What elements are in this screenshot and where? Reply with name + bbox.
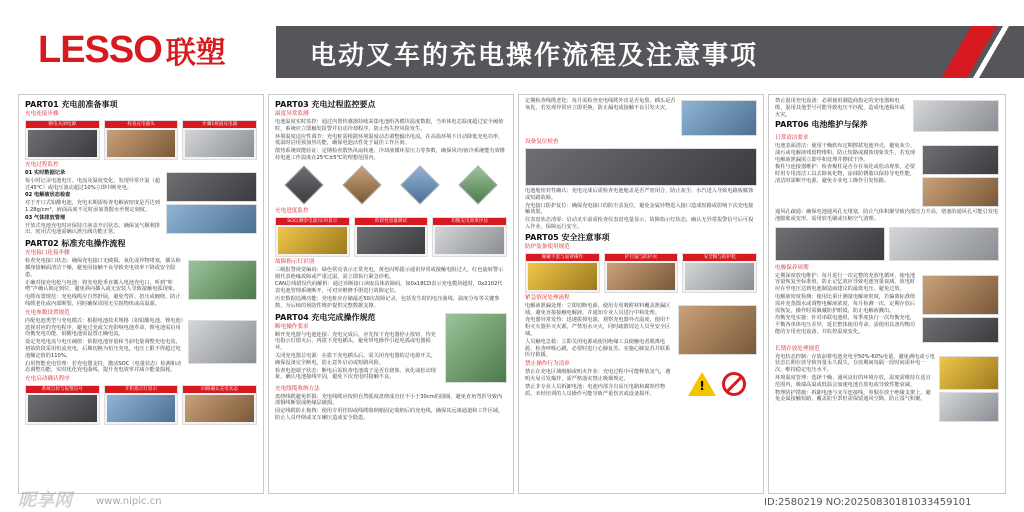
text-column bbox=[275, 311, 441, 385]
paragraph: 盘绕线缆避免折损：充电线缆应按照自然弧度盘绕成直径不小于30cm的圆圈，避免直角弯折导致内部铜线断裂或绝缘层破损。 bbox=[275, 393, 503, 407]
paragraph: 电池温度实时监控：通过内置传感器持续采集电池组各模块温度数据，当单体电芯温度超过安全阈值时，系统应立即触发报警并启动冷却程序，防止热失控风险发生。 bbox=[275, 119, 504, 132]
two-column bbox=[525, 303, 757, 360]
page-title: 电动叉车的充电操作流程及注意事项 bbox=[310, 41, 759, 71]
paragraph: 禁止在充电区域吸烟或明火作业：充电过程中可能释放氢气，遇明火易引发爆炸，需严格落实禁止吸烟规定。 bbox=[525, 369, 671, 382]
header bbox=[0, 0, 1024, 92]
paragraph: 检查电池端子状态：断电后需检查电池端子是否有烧蚀、氧化或松动现象，确认电池接线牢固，避免下次充电时接触不良。 bbox=[275, 367, 436, 381]
text-column bbox=[525, 303, 674, 360]
section-title: PART01 充电前准备事项 bbox=[25, 100, 118, 109]
photo bbox=[445, 313, 507, 383]
logo-latin: LESSO bbox=[38, 28, 162, 71]
photo-card bbox=[182, 385, 257, 425]
panel-part05 bbox=[518, 94, 764, 494]
two-column bbox=[775, 354, 999, 424]
photo-column bbox=[188, 318, 257, 375]
photo bbox=[278, 227, 347, 254]
image-row bbox=[25, 120, 257, 160]
image-row bbox=[25, 385, 257, 425]
text-column bbox=[25, 318, 184, 375]
photo-card bbox=[104, 385, 179, 425]
paragraph: 匹配电池类型与充电模式：根据电池技术规格（如铅酸电池、锂电池）选择对应的充电程序，避免过充或欠充影响电池寿命，锂电池需启用均衡充电功能，铅酸电池需设置正确电流。 bbox=[25, 317, 184, 338]
photo bbox=[939, 392, 999, 422]
photo-column bbox=[188, 258, 257, 309]
photo bbox=[525, 148, 757, 186]
paragraph: CAN总线错误代码解析：通过诊断接口读取具体故障码，如0x18CD表示充电模块超时，0x2102代表电池管理系统断开，可对应维修手册进行故障定位。 bbox=[275, 281, 503, 295]
text-column bbox=[775, 98, 909, 134]
diamond-photo bbox=[284, 165, 324, 205]
panel-part01-02 bbox=[18, 94, 264, 494]
image-id-text: ID:2580219 NO:20250830181033459101 bbox=[764, 497, 972, 508]
photo bbox=[922, 317, 999, 343]
photo bbox=[28, 395, 97, 422]
photo-column bbox=[166, 170, 257, 237]
paragraph: 历史数据追溯功能：充电桩应存储最近50次故障记录，包括发生时的电压曲线、温度分布等关键参数，为后续的预防性维护提供完整数据支撑。 bbox=[275, 295, 500, 309]
image-row bbox=[525, 253, 757, 293]
subsection-title: 充电进度监控 bbox=[275, 207, 309, 214]
subsection-title: 充电连接步骤 bbox=[25, 111, 59, 117]
photo bbox=[185, 130, 254, 157]
paragraph: 极柱与连接器维护：检查极柱是否存在氧化或松动现象，必要时用专用清洁工具去除氧化物，涂抹防锈脂以保持导电性能，清洁时需断开电源，避免专业电工操作引发短路。 bbox=[775, 164, 916, 184]
text-column bbox=[775, 143, 918, 209]
item-label: 03 气体排放管理 bbox=[25, 214, 66, 221]
text-column bbox=[25, 258, 184, 309]
paragraph: 电解液泄漏处理：立即切断电源，使用专用吸附材料覆盖泄漏区域，避免直接接触电解液，并通知专业人员进行中和处理。 bbox=[525, 302, 671, 316]
diamond-photo bbox=[458, 165, 498, 205]
text-column bbox=[775, 273, 918, 345]
photo-column bbox=[681, 98, 757, 138]
photo bbox=[28, 130, 97, 157]
photo-column bbox=[913, 98, 999, 134]
photo bbox=[435, 227, 504, 254]
photo-caption: 阶段性容量测试 bbox=[355, 218, 428, 225]
photo bbox=[681, 100, 757, 136]
image-row bbox=[275, 217, 507, 257]
subsection-title: 温度异常监测 bbox=[275, 111, 309, 117]
subsection-title: 禁止操作行为清单 bbox=[525, 361, 570, 368]
photo-caption: 佩戴手套与面罩操作 bbox=[526, 254, 599, 261]
photo-card bbox=[104, 120, 179, 160]
subsection-title: 断电操作要求 bbox=[275, 323, 309, 330]
subsection-title: 充电参数设置规范 bbox=[25, 309, 70, 316]
photo bbox=[357, 227, 426, 254]
paragraph: 三级报警视觉编码：绿色常亮表示正常充电，黄色闪烁提示通讯异常或接触电阻过大，红色旋转警示则代表绝缘故障或严重过温，需立即执行紧急停机。 bbox=[275, 266, 504, 280]
paragraph: 检查充电接口状态：确保充电接口无破损、氧化或异物堵塞，插头和插座接触面清洁干燥，避免因接触不良导致充电效率下降或安全隐患。 bbox=[25, 258, 181, 278]
text-column bbox=[25, 170, 162, 237]
photo-column bbox=[939, 354, 999, 424]
paragraph: 充电状态控制：存放前将电池充电至50%-60%电量，避免满电或亏电状态长期存放导致容量永久损失，存放期间每隔一段时间需补电一次，维持稳定电压水平。 bbox=[775, 353, 935, 374]
paragraph: 均衡充电实施：针对串联电池组，每季度执行一次均衡充电，平衡各单体电压差异，延长整体使用寿命，需使用具备均衡功能的专用充电设备，并监控温度变化。 bbox=[775, 315, 916, 335]
photo bbox=[678, 305, 757, 355]
diamond-photo-row bbox=[275, 165, 507, 205]
paragraph: 仪表盘状态清零：启动叉车前需检查仪表盘电量显示，故障指示灯状态，确认无异常报警信号后可投入作业，保障运行安全。 bbox=[525, 217, 754, 230]
two-column bbox=[25, 170, 257, 237]
photo-caption: 护目镜与防护衣 bbox=[605, 254, 678, 261]
section-title: PART06 电池维护与保养 bbox=[775, 120, 868, 130]
photo bbox=[685, 263, 754, 290]
white-stripe-decoration bbox=[904, 26, 1024, 78]
paragraph: 散热系统效能验证：定期检查散热风扇转速、冷却液循环泵压力等参数，确保风冷/液冷系统能有效维持电池工作温度在25℃±5℃的理想范围内。 bbox=[275, 148, 505, 161]
warning-icons bbox=[678, 369, 757, 398]
two-column bbox=[275, 311, 507, 385]
photo bbox=[922, 145, 999, 175]
photo-card bbox=[525, 253, 600, 293]
subsection-title: 设备复位检查 bbox=[525, 139, 559, 145]
text-column bbox=[525, 98, 677, 138]
logo-cjk: 联塑 bbox=[165, 36, 226, 71]
photo bbox=[188, 260, 257, 300]
photo-column bbox=[445, 311, 507, 385]
paragraph: 定期深度放电维护：每月进行一次完整的充放电循环，使电池容量恢复至标准值，防止记忆效应导致电池容量衰减，放电时应在至电压达到电池制造商建议的最低电压，避免过放。 bbox=[775, 272, 916, 293]
photo-caption: 系统自检与报警信号 bbox=[26, 386, 99, 393]
photo-column bbox=[922, 143, 999, 209]
paragraph: 环境温度适应性调节：充电桩需根据环境温度动态调整输出电流，在高温环境下自动降低充电功率，低温时启用预加热功能，确保电池活性处于最佳工作区间。 bbox=[275, 133, 504, 147]
subsection-title: 防护装备使用规范 bbox=[525, 243, 570, 250]
photo-column bbox=[678, 303, 757, 360]
two-column bbox=[25, 258, 257, 309]
section-title: PART04 充电完成操作规范 bbox=[275, 312, 376, 322]
photo-card bbox=[354, 217, 429, 257]
section-title: PART03 充电过程监控要点 bbox=[275, 100, 376, 109]
subsection-title: 充电启动确认程序 bbox=[25, 376, 70, 383]
section-title: PART02 标准充电操作流程 bbox=[25, 239, 126, 249]
paragraph: 断开充电器与电池连接：充电完成后，应先按下充电器停止按钮，待充电指示灯熄灭后，再拔下充电插头，避免带电操作引起电弧或电器损坏。 bbox=[275, 331, 436, 352]
subsection-title: 充电接口连接步骤 bbox=[25, 250, 70, 257]
paragraph: 每小时记录电池电压、电流及温度变化，发现异常升温（超过45℃）或电压波动超过10%立即中断充电。 bbox=[25, 177, 160, 191]
photo bbox=[889, 227, 999, 261]
photo-card bbox=[25, 120, 100, 160]
lesso-logo bbox=[38, 30, 226, 70]
watermark: 昵享网 bbox=[18, 490, 72, 511]
photo-card bbox=[682, 253, 757, 293]
paragraph: 人员触电急救：立即关闭电源或使用绝缘工具使触电者脱离电源，检查呼吸心跳，必要时进行心肺复苏，实施心肺复苏并联系医疗救援。 bbox=[525, 338, 671, 359]
photo bbox=[775, 227, 885, 261]
photo-card bbox=[25, 385, 100, 425]
subsection-title: 紧急情况处理流程 bbox=[525, 294, 570, 301]
paragraph: 禁止非专业人员拆卸电池：电池内部含有高压电路和腐蚀性物质，未经培训的人员操作可能导致严重伤害或设备损坏。 bbox=[525, 383, 666, 397]
photo bbox=[528, 263, 597, 290]
diamond-photo bbox=[342, 165, 382, 205]
paragraph: 通风孔疏通：确保电池通风孔无堵塞，防止气体积聚导致内部压力升高，堵塞的通风孔可能引发电池膨胀或变形，需用软毛刷或压缩空气清理。 bbox=[775, 209, 999, 222]
paragraph: 电缆布置规范：充电线缆应自然舒展，避免弯折、扭压或缠绕，防止线缆老化或内部断裂，同时确保周围无尖锐物体或高温源。 bbox=[25, 294, 181, 307]
photo bbox=[913, 100, 999, 132]
photo-card bbox=[275, 217, 350, 257]
photo-card bbox=[604, 253, 679, 293]
subsection-title: 故障指示灯识别 bbox=[275, 258, 315, 265]
paragraph: 固定线缆防止拖拽：使用专用挂钩或线缆收纳箱固定收纳后的充电线，确保其远离通道和工作区域，防止人员绊倒或叉车碾压造成安全隐患。 bbox=[275, 408, 504, 421]
photo bbox=[922, 275, 999, 315]
photo-caption: 安全帽与防护鞋 bbox=[683, 254, 756, 261]
subsection-title: 长期存放处理规范 bbox=[775, 345, 820, 352]
paragraph: 物理防护措施：拆卸电池与叉车连接线，单独存放于绝缘支架上，避免金属接触短路，覆盖防尘罩但需保留通风空隙，防止湿气积聚。 bbox=[775, 389, 931, 403]
item-label: 02 电解液状态检查 bbox=[25, 192, 71, 199]
paragraph: 充电接口防护复位：确保充电接口的防尘盖复位，避免金属异物进入接口造成短路或影响下次充电接触效果。 bbox=[525, 202, 754, 216]
paragraph: 禁止混用充电设备：必须使用制造商指定的充电器和电缆，混用其他型号可能导致电压不匹配，造成电池损坏或火灾。 bbox=[775, 98, 905, 118]
photo bbox=[107, 395, 176, 422]
title-bar bbox=[276, 26, 1024, 78]
photo bbox=[939, 356, 999, 390]
paragraph: 环境温度管理：选择干燥、通风良好的环境存放，温度需维持在适宜范围内，极端高温或低温会加速电池自放电或导致性能衰减。 bbox=[775, 374, 931, 388]
paragraph: 设定充电电流与电压阈值：依据电池容量和当前电量调整充电电流，初始阶段采用恒流充电，后期切换为恒压充电，电压上限不得超过电池额定值的110%。 bbox=[25, 339, 181, 359]
warning-triangle-icon: ! bbox=[688, 372, 716, 396]
paragraph: 电解液密度检测：使用比重计测量电解液密度，若偏离标准值需补充蒸馏水或调整电解液浓度，每月检测一次，定期存放后需恢复，操作时需佩戴防护眼镜，防止电解液溅出。 bbox=[775, 293, 916, 314]
diamond-photo bbox=[400, 165, 440, 205]
photo bbox=[166, 172, 257, 202]
photo-caption: 断电关闭电源 bbox=[26, 121, 99, 128]
item-label: 01 实时数据记录 bbox=[25, 170, 66, 176]
paragraph: 电池表面清洁：使用干燥软布定期擦拭电池外壳，避免灰尘、油污或电解液残留物堆积，防止短路或腐蚀现象发生，若发现电解液泄漏需立即中和处理并擦拭干净。 bbox=[775, 143, 916, 163]
section-title: PART05 安全注意事项 bbox=[525, 232, 610, 242]
two-column bbox=[775, 273, 999, 345]
photo-caption: 均衡充电效果评估 bbox=[433, 218, 506, 225]
two-column bbox=[775, 98, 999, 134]
paragraph: 充电器异常发热：迅速拔掉电源，观察充电器外壳温度，使用干粉灭火器扑灭火源，严禁用水灭火，同时疏散周边人员至安全区域。 bbox=[525, 317, 671, 337]
subsection-title: 电极保养周期 bbox=[775, 264, 809, 271]
photo-card bbox=[182, 120, 257, 160]
photo-caption: SOC(剩余电量)实时显示 bbox=[276, 218, 349, 225]
two-column bbox=[525, 98, 757, 138]
photo-caption: 步骤1接通充电器 bbox=[183, 121, 256, 128]
text-column bbox=[525, 369, 674, 398]
two-column bbox=[775, 143, 999, 209]
panel-part03-04 bbox=[268, 94, 514, 494]
photo bbox=[166, 204, 257, 234]
photo bbox=[188, 320, 257, 364]
photo-caption: 回路确认充电状态 bbox=[183, 386, 256, 393]
two-column bbox=[25, 318, 257, 375]
subsection-title: 充电过程监控 bbox=[25, 162, 59, 168]
paragraph: 电池舱密封性确认：充电完成后需检查电池舱盖是否严密闭合，防止灰尘、水汽进入导致电路板腐蚀或短路故障。 bbox=[525, 188, 754, 201]
photo-caption: 开机指示灯显示 bbox=[105, 386, 178, 393]
two-column bbox=[525, 369, 757, 398]
photo bbox=[185, 395, 254, 422]
text-column bbox=[775, 354, 935, 424]
photo-caption: 检查充电插头 bbox=[105, 121, 178, 128]
paragraph: 开放式电池充电时应保持注液盖开启状态，确保氢气顺利排出，密闭式电池需确认泄压阀功能正常。 bbox=[25, 222, 160, 236]
paragraph: 关闭充电器总电源：在拔下充电插头后，需关闭充电器的总电源开关，确保设备完全断电，防止意外启动或短路风险。 bbox=[275, 352, 436, 366]
photo bbox=[607, 263, 676, 290]
photo bbox=[107, 130, 176, 157]
photo-card bbox=[432, 217, 507, 257]
prohibition-icon bbox=[722, 372, 746, 396]
watermark-url: www.nipic.cn bbox=[96, 496, 162, 507]
subsection-title: 日常清洁要求 bbox=[775, 135, 809, 141]
paragraph: 启用智能充电管理：若充电器支持，激活SOC（电量状态）检测和动态调整功能，实时优化充电曲线，提升充电效率并减少能量损耗。 bbox=[25, 360, 182, 374]
photo bbox=[922, 177, 999, 207]
photo-column bbox=[922, 273, 999, 345]
paragraph: 对于开口式铅酸电池，充电末期需检查电解液密度是否达到1.28g/cm³，液面高度不足时添加蒸馏水至规定刻度。 bbox=[25, 200, 160, 213]
subsection-title: 充电线缆收纳方法 bbox=[275, 385, 320, 392]
image-row bbox=[775, 225, 999, 263]
panel-part06 bbox=[768, 94, 1006, 494]
paragraph: 正确对接充电枪与电池：将充电枪垂直插入电池充电口，听到“咔嗒”声确认锁定到位，避免斜向插入或无安装人导致接触电弧现象。 bbox=[25, 279, 179, 293]
paragraph: 定期检查线缆老化：每月需检查充电线缆外皮是否龟裂、插头是否氧化，若发现异常应立即更换，防止漏电或接触不良引发火灾。 bbox=[525, 98, 676, 111]
